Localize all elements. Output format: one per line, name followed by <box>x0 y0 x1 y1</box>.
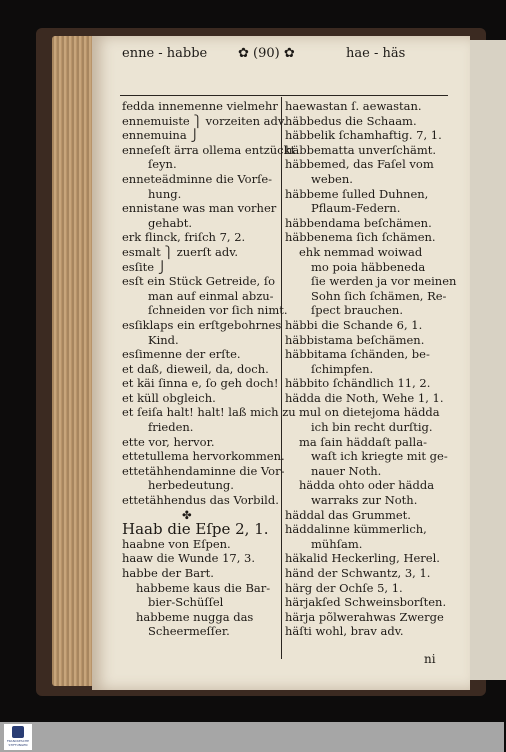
dictionary-line: härjakſed Schweinsborſten. <box>285 595 447 610</box>
dictionary-line: ettetähhendus das Vorbild. <box>122 493 279 508</box>
section-ornament: ✤ <box>182 507 192 522</box>
dictionary-line: häbbendama beſchämen. <box>285 215 432 230</box>
dictionary-line: enneſeſt ärra ollema entzückt <box>122 142 296 157</box>
dictionary-line: et daß, dieweil, da, doch. <box>122 361 269 376</box>
dictionary-line: weben. <box>311 171 353 186</box>
header-rule <box>120 95 448 96</box>
dictionary-line: enneteädminne die Vorſe- <box>122 171 273 186</box>
dictionary-line: Haab die Eſpe 2, 1. <box>122 520 269 539</box>
dictionary-line: ſchneiden vor ſich nimt. <box>148 303 288 318</box>
dictionary-line: häſti wohl, brav adv. <box>285 624 404 639</box>
facing-page-edge <box>468 40 506 680</box>
dictionary-line: häbbistama beſchämen. <box>285 332 425 347</box>
dictionary-line: häbbenema ſich ſchämen. <box>285 230 436 245</box>
dictionary-line: häbbitama ſchänden, be- <box>285 347 430 362</box>
dictionary-line: ette vor, hervor. <box>122 434 215 449</box>
dictionary-line: haewastan ſ. aewastan. <box>285 99 422 113</box>
dictionary-line: bier-Schüſſel <box>148 595 224 610</box>
signature-mark: ni <box>424 652 436 666</box>
dictionary-line: ich bin recht durſtig. <box>311 420 433 435</box>
dictionary-line: häbbedus die Schaam. <box>285 113 417 128</box>
dictionary-line: härja põlwerahwas Zwerge <box>285 609 444 624</box>
dictionary-line: gehabt. <box>148 215 193 230</box>
dictionary-line: häddal das Grummet. <box>285 507 411 522</box>
dictionary-line: ſchimpfen. <box>311 361 374 376</box>
column-divider <box>281 97 282 659</box>
dictionary-line: häbbematta unverſchämt. <box>285 142 437 157</box>
dictionary-line: esſiklaps ein erſtgebohrnes <box>122 317 282 332</box>
dictionary-line: hung. <box>148 186 182 201</box>
dictionary-line: habbeme kaus die Bar- <box>136 580 271 595</box>
dictionary-line: herbedeutung. <box>148 478 234 493</box>
dictionary-line: mo poia häbbeneda <box>311 259 426 274</box>
left-column <box>122 99 296 639</box>
dictionary-line: häddalinne kümmerlich, <box>285 522 427 537</box>
dictionary-line: haabne von Eſpen. <box>122 536 231 551</box>
dictionary-line: häbbi die Schande 6, 1. <box>285 317 423 332</box>
dictionary-line: habbe der Bart. <box>122 566 214 580</box>
running-header <box>118 43 448 65</box>
dictionary-line: esſt ein Stück Getreide, ſo <box>122 274 276 289</box>
dictionary-line: habbeme nugga das <box>136 609 254 624</box>
dictionary-line: ennemuiste ⎫ vorzeiten adv. <box>122 113 287 128</box>
library-logo-text: FRANCKESCHE STIFTUNGEN <box>6 739 30 747</box>
page-block-edge <box>52 36 96 686</box>
dictionary-line: esſimenne der erſte. <box>122 347 241 362</box>
right-column <box>285 99 457 639</box>
library-emblem-icon <box>12 726 24 738</box>
dictionary-line: mul on dietejoma hädda <box>299 405 440 420</box>
dictionary-line: häbbemed, das Faſel vom <box>285 157 434 172</box>
dictionary-line: Sohn ſich ſchämen, Re- <box>311 288 447 303</box>
dictionary-line: Kind. <box>148 332 179 347</box>
dictionary-line: ſpect brauchen. <box>311 303 403 318</box>
dictionary-line: Pflaum-Federn. <box>311 201 401 216</box>
dictionary-line: härg der Ochſe 5, 1. <box>285 580 403 595</box>
dictionary-line: et käi ſinna e, ſo geh doch! <box>122 376 279 391</box>
dictionary-line: mühſam. <box>311 536 363 551</box>
viewer-footer-bar <box>0 722 504 752</box>
dictionary-line: man auf einmal abzu- <box>148 288 274 303</box>
header-right-catchword: hae - häs <box>346 46 406 61</box>
dictionary-line: ennemuina ⎭ <box>122 128 199 143</box>
dictionary-line: häbbito ſchändlich 11, 2. <box>285 376 431 391</box>
dictionary-line: ehk nemmad woiwad <box>299 244 423 259</box>
dictionary-line: händ der Schwantz, 3, 1. <box>285 566 431 580</box>
dictionary-line: esmalt ⎫ zuerſt adv. <box>122 244 239 259</box>
dictionary-line: ma ſain häddaſt palla- <box>299 434 427 449</box>
dictionary-line: häbbelik ſchamhaftig. 7, 1. <box>285 128 442 143</box>
dictionary-line: frieden. <box>148 420 194 435</box>
dictionary-line: esſite ⎭ <box>122 259 167 274</box>
header-left-catchword: enne - habbe <box>122 46 208 61</box>
dictionary-line: ſeyn. <box>148 157 177 172</box>
dictionary-line: waſt ich kriegte mit ge- <box>311 449 448 464</box>
dictionary-line: häkalid Heckerling, Herel. <box>285 551 440 566</box>
dictionary-line: Scheermeſſer. <box>148 624 230 639</box>
dictionary-line: hädda ohto oder hädda <box>299 478 435 493</box>
dictionary-line: ettetullema hervorkommen. <box>122 449 285 464</box>
dictionary-line: erk flinck, friſch 7, 2. <box>122 230 246 245</box>
dictionary-line: fedda innemenne vielmehr <box>122 99 278 113</box>
dictionary-line: et küll obgleich. <box>122 390 216 405</box>
library-logo <box>4 724 32 750</box>
dictionary-line: nauer Noth. <box>311 463 382 478</box>
dictionary-line: warraks zur Noth. <box>311 493 418 508</box>
dictionary-line: haaw die Wunde 17, 3. <box>122 551 256 566</box>
dictionary-line: ſie werden ja vor meinen <box>311 274 457 289</box>
dictionary-line: hädda die Noth, Wehe 1, 1. <box>285 390 444 405</box>
page-number: ✿ (90) ✿ <box>238 46 295 61</box>
dictionary-line: ennistane was man vorher <box>122 201 277 216</box>
dictionary-line: ettetähhendaminne die Vor- <box>122 463 285 478</box>
dictionary-line: häbbeme ſulled Duhnen, <box>285 186 429 201</box>
dictionary-line: et ſeiſa halt! halt! laß mich zu <box>122 405 296 420</box>
